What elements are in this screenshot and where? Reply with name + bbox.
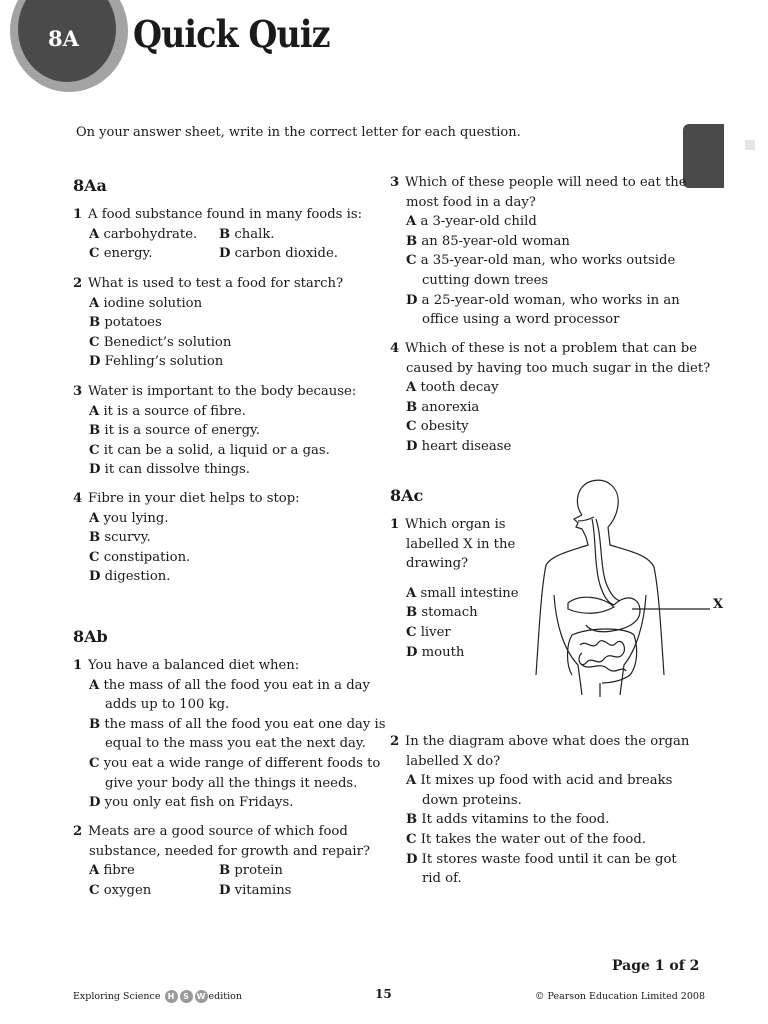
option-b: B the mass of all the food you eat one day is — [89, 716, 386, 732]
section-heading-8Ac: 8Ac — [390, 486, 424, 505]
hsw-h-icon: H — [165, 990, 178, 1003]
question-text: Fibre in your diet helps to stop: — [88, 491, 300, 506]
option-b: B chalk. — [219, 226, 275, 242]
option-d: D you only eat fish on Fridays. — [89, 795, 294, 811]
option-c: C energy. — [89, 246, 153, 262]
option-b: B anorexia — [406, 399, 480, 415]
page-title: Quick Quiz — [133, 12, 330, 56]
question-text: Water is important to the body because: — [88, 384, 357, 399]
option-b: B it is a source of energy. — [89, 423, 260, 439]
question-text: Which of these is not a problem that can be — [405, 341, 698, 356]
stomach-shape — [586, 598, 640, 632]
option-a: A a 3-year-old child — [406, 214, 537, 230]
option-d: D a 25-year-old woman, who works in an — [406, 292, 680, 308]
hsw-s-icon: S — [180, 990, 193, 1003]
option-a: A you lying. — [89, 510, 169, 526]
section-heading-8Aa: 8Aa — [73, 176, 107, 195]
option-c: C It takes the water out of the food. — [406, 831, 646, 847]
question-8Ab-1: 1 You have a balanced diet when: A the mass of all the food you eat in a day adds up to 100 kg. B the mass of all the food you eat one day is equal to the mass you eat the next day. C you eat a wide range of different foods to give your body all the things it needs. D you only eat fish on Fridays. — [73, 656, 386, 813]
option-c: C a 35-year-old man, who works outside — [406, 253, 676, 269]
option-a: A It mixes up food with acid and breaks — [406, 773, 673, 789]
question-text: What is used to test a food for starch? — [88, 276, 344, 291]
question-8Aa-4-right: 4 Which of these is not a problem that can be caused by having too much sugar in the diet? A tooth decay B anorexia C obesity D heart disease — [390, 339, 710, 457]
option-a: A iodine solution — [89, 295, 203, 311]
option-d: D heart disease — [406, 438, 512, 454]
option-c: C it can be a solid, a liquid or a gas. — [89, 442, 330, 458]
option-c: C you eat a wide range of different foods to — [89, 755, 381, 771]
option-b: B protein — [219, 863, 283, 879]
question-8Aa-1 — [73, 205, 362, 264]
option-b: B an 85-year-old woman — [406, 233, 570, 249]
option-c: C Benedict’s solution — [89, 334, 232, 350]
instructions: On your answer sheet, write in the correct letter for each question. — [76, 125, 521, 140]
option-d: D it can dissolve things. — [89, 462, 250, 478]
option-d: D carbon dioxide. — [219, 246, 338, 262]
option-a: A tooth decay — [406, 380, 499, 396]
diagram-label-x: X — [713, 597, 724, 612]
option-b: B stomach — [406, 605, 478, 621]
option-a: A small intestine — [406, 585, 519, 601]
option-d: D It stores waste food until it can be got — [406, 851, 677, 867]
option-b: B It adds vitamins to the food. — [406, 812, 610, 828]
question-8Aa-4: 4 Fibre in your diet helps to stop: A you lying. B scurvy. C constipation. D digestion. — [73, 489, 300, 587]
question-text: Which of these people will need to eat the — [405, 175, 687, 190]
option-c: C liver — [406, 624, 451, 640]
side-tab-marker — [683, 124, 724, 188]
series-name: Exploring Science H S W edition — [73, 991, 242, 1002]
option-a: A the mass of all the food you eat in a day — [89, 677, 370, 693]
question-8Aa-2: 2 What is used to test a food for starch? A iodine solution B potatoes C Benedict’s solution D Fehling’s solution — [73, 274, 343, 372]
option-c: C constipation. — [89, 549, 191, 565]
option-a: A it is a source of fibre. — [89, 403, 246, 419]
option-a: A carbohydrate. — [89, 226, 198, 242]
chapter-code: 8A — [48, 26, 79, 51]
option-d: D vitamins — [219, 882, 292, 898]
question-8Aa-3-right: 3 Which of these people will need to eat the most food in a day? A a 3-year-old child B an 85-year-old woman C a 35-year-old man, who works outside cutting down trees D a 25-year-old woman, who works in an office using a word processor — [390, 175, 687, 328]
option-d: D Fehling’s solution — [89, 354, 224, 370]
option-d: D digestion. — [89, 569, 171, 585]
option-c: C obesity — [406, 419, 469, 435]
question-text: In the diagram above what does the organ — [405, 734, 690, 749]
option-c: C oxygen — [89, 882, 152, 898]
option-d: D mouth — [406, 644, 465, 660]
question-8Aa-3: 3 Water is important to the body because: A it is a source of fibre. B it is a source of energy. C it can be a solid, a liquid or a gas. D it can dissolve things. — [73, 382, 356, 480]
question-text: You have a balanced diet when: — [88, 658, 300, 673]
copyright: © Pearson Education Limited 2008 — [535, 991, 705, 1002]
section-heading-8Ab: 8Ab — [73, 627, 108, 646]
question-text: Which organ is — [405, 517, 506, 532]
question-number: 1 — [73, 207, 83, 222]
page-number: 15 — [375, 987, 392, 1001]
hsw-w-icon: W — [195, 990, 208, 1003]
question-8Ac-1: 1 Which organ is labelled X in the drawing? A small intestine B stomach C liver D mouth — [390, 515, 519, 662]
question-8Ab-2: 2 Meats are a good source of which food substance, needed for growth and repair? A fibre B protein C oxygen D vitamins — [73, 822, 370, 900]
option-b: B scurvy. — [89, 530, 151, 546]
side-tab-edge — [745, 140, 755, 150]
option-a: A fibre — [89, 863, 135, 879]
question-8Ac-2: 2 In the diagram above what does the organ labelled X do? A It mixes up food with acid and breaks down proteins. B It adds vitamins to the food. C It takes the water out of the food. D It stores waste food until it can be got rid of. — [390, 734, 690, 887]
page-indicator: Page 1 of 2 — [612, 958, 700, 974]
question-text: Meats are a good source of which food — [88, 824, 348, 839]
question-text: A food substance found in many foods is: — [88, 207, 363, 222]
digestive-system-diagram — [530, 475, 730, 705]
option-b: B potatoes — [89, 315, 162, 331]
